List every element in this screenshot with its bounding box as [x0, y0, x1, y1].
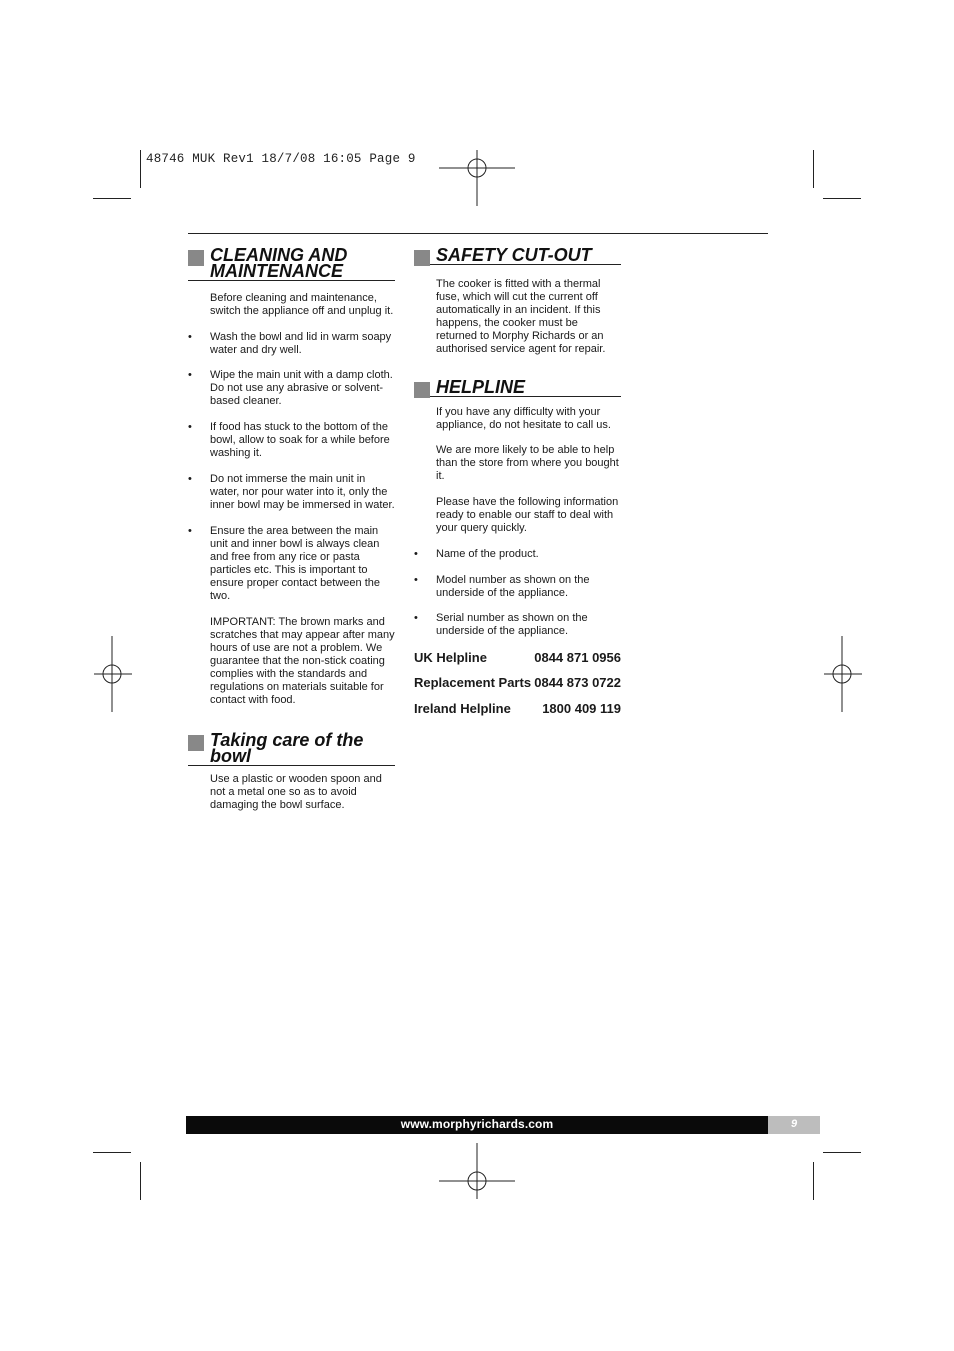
registration-mark-icon — [439, 130, 515, 206]
heading-square-icon — [414, 250, 430, 266]
bowl-text: Use a plastic or wooden spoon and not a metal one so as to avoid damaging the bowl surface. — [210, 773, 382, 811]
left-column — [188, 247, 395, 812]
cleaning-title: CLEANING AND MAINTENANCE — [210, 245, 348, 281]
helpline-title: HELPLINE — [436, 377, 526, 397]
helpline-body — [414, 397, 621, 638]
helpline-p3: Please have the following information ready to enable our staff to deal with your query quickly. — [436, 496, 619, 534]
list-item: • Ensure the area between the main unit and inner bowl is always clean and free from any rice or pasta particles etc. This is important to ensure proper contact between the two. — [188, 525, 381, 602]
phone-list — [414, 650, 621, 716]
crop-mark — [93, 1152, 131, 1153]
safety-title: SAFETY CUT-OUT — [436, 245, 592, 265]
crop-mark — [813, 150, 814, 188]
bowl-title: Taking care of the bowl — [210, 730, 364, 766]
bullet-icon: • — [188, 369, 192, 381]
bullet-icon: • — [188, 473, 192, 485]
bullet-icon: • — [188, 525, 192, 537]
crop-mark — [823, 198, 861, 199]
list-item: • Wipe the main unit with a damp cloth. Do not use any abrasive or solvent-based cleaner. — [188, 369, 393, 407]
registration-mark-icon — [439, 1143, 515, 1219]
crop-mark — [140, 150, 141, 188]
bullet-icon: • — [188, 331, 192, 343]
list-item: • If food has stuck to the bottom of the bowl, allow to soak for a while before washing it. — [188, 421, 390, 459]
list-item: • Do not immerse the main unit in water, nor pour water into it, only the inner bowl may be immersed in water. — [188, 473, 395, 511]
phone-row-uk: UK Helpline 0844 871 0956 — [414, 650, 621, 665]
bullet-icon: • — [414, 548, 418, 560]
bowl-body — [188, 766, 395, 812]
safety-heading — [414, 247, 621, 265]
bullet-icon: • — [188, 421, 192, 433]
crop-mark — [93, 198, 131, 199]
helpline-p1: If you have any difficulty with your appliance, do not hesitate to call us. — [436, 406, 611, 431]
list-item: • Model number as shown on the underside of the appliance. — [414, 574, 590, 599]
important-note: IMPORTANT: The brown marks and scratches that may appear after many hours of use are not a problem. We guarantee that the non-stick coating complies with the standards and regulations on materials suitable for contact with food. — [210, 616, 395, 706]
phone-row-parts: Replacement Parts 0844 873 0722 — [414, 675, 621, 690]
list-item: • Serial number as shown on the underside of the appliance. — [414, 612, 588, 637]
list-item: • Wash the bowl and lid in warm soapy water and dry well. — [188, 331, 392, 356]
cleaning-heading — [188, 247, 395, 281]
cleaning-body — [188, 281, 395, 707]
bowl-heading — [188, 732, 395, 766]
crop-mark — [823, 1152, 861, 1153]
helpline-heading — [414, 379, 621, 397]
registration-mark-icon — [804, 636, 880, 712]
heading-square-icon — [188, 735, 204, 751]
phone-row-ireland: Ireland Helpline 1800 409 119 — [414, 701, 621, 716]
page-number-box — [768, 1116, 820, 1134]
list-item: • Name of the product. — [414, 548, 539, 560]
heading-square-icon — [188, 250, 204, 266]
page-number: 9 — [790, 1118, 798, 1130]
website-link[interactable]: www.morphyrichards.com — [400, 1117, 554, 1131]
crop-mark — [813, 1162, 814, 1200]
helpline-p2: We are more likely to be able to help than the store from where you bought it. — [436, 444, 619, 482]
heading-square-icon — [414, 382, 430, 398]
right-column — [414, 247, 621, 716]
registration-mark-icon — [74, 636, 150, 712]
print-slug: 48746 MUK Rev1 18/7/08 16:05 Page 9 — [146, 152, 416, 166]
footer-bar — [186, 1116, 768, 1134]
safety-text: The cooker is fitted with a thermal fuse, which will cut the current off automatically in an incident. If this happens, the cooker must be returned to Morphy Richards or an authorised service agent for repair. — [436, 278, 606, 355]
bullet-icon: • — [414, 612, 418, 624]
cleaning-intro: Before cleaning and maintenance, switch the appliance off and unplug it. — [210, 292, 394, 317]
crop-mark — [140, 1162, 141, 1200]
bullet-icon: • — [414, 574, 418, 586]
safety-body — [414, 265, 621, 356]
top-rule — [188, 233, 768, 234]
